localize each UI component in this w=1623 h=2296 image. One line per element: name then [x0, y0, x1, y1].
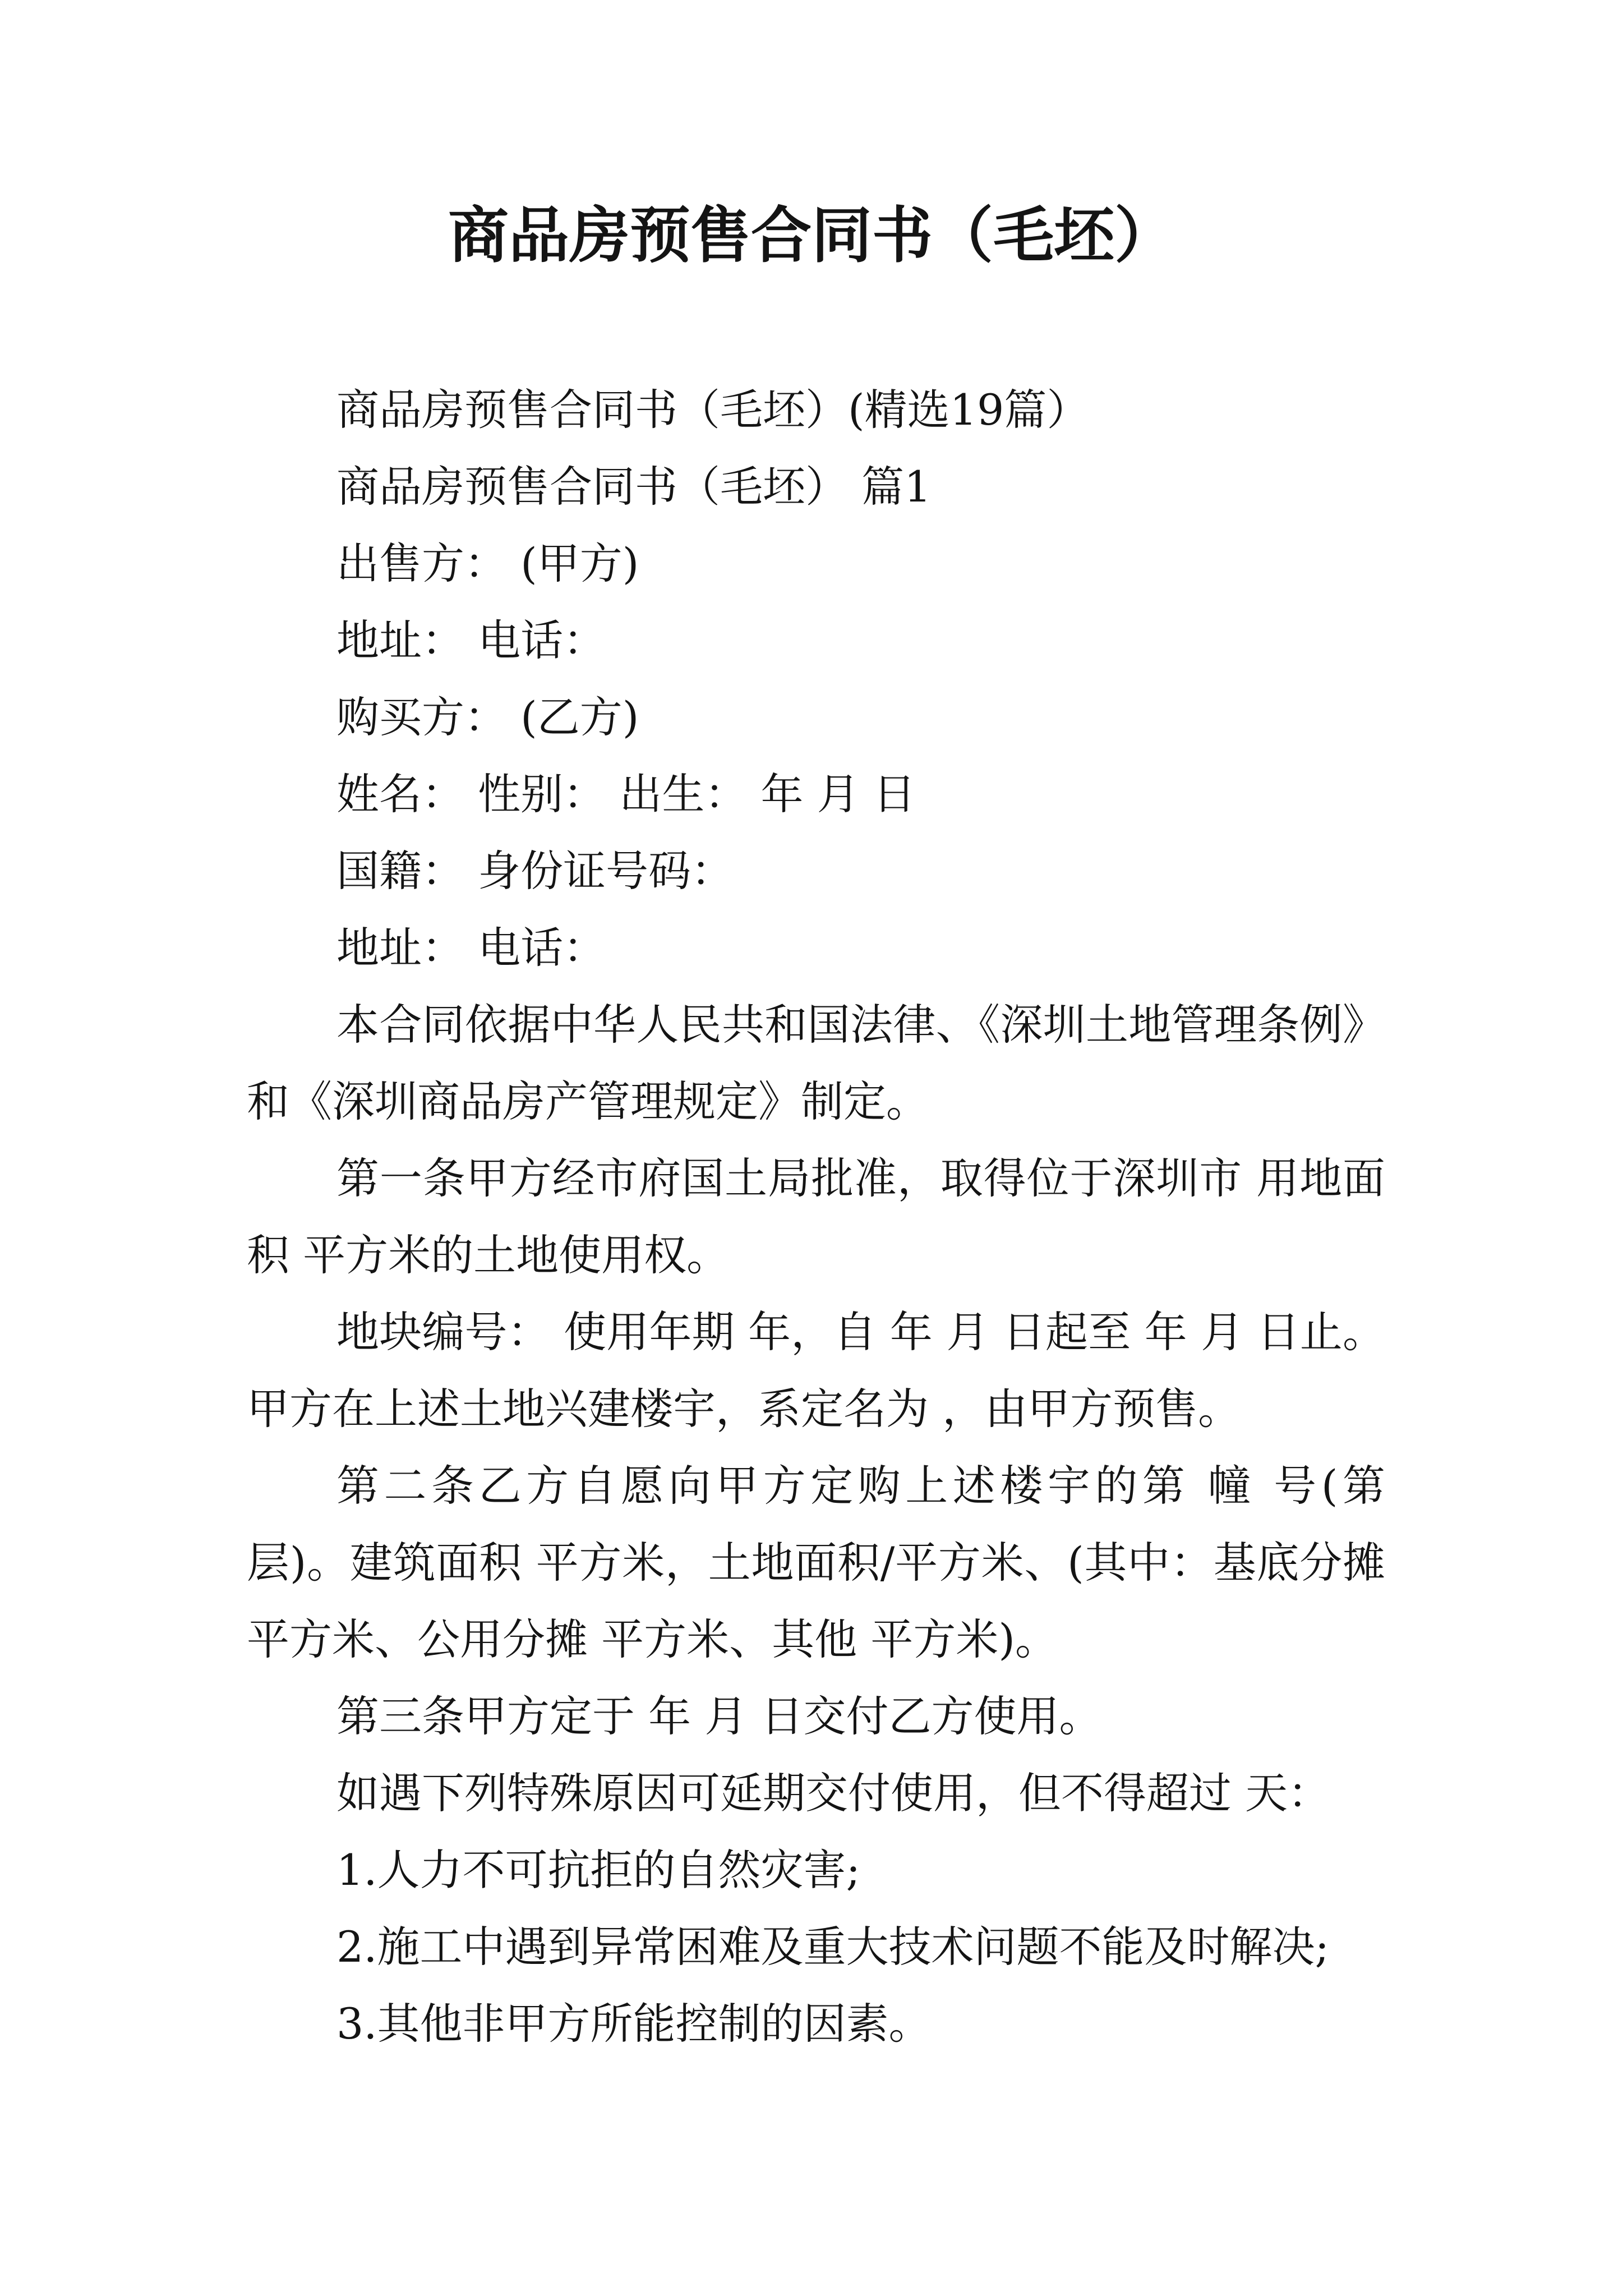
paragraph-list-item-2: 2.施工中遇到异常困难及重大技术问题不能及时解决;	[336, 1922, 1330, 1972]
paragraph-buyer-address: 地址： 电话：	[336, 923, 606, 973]
document-title: 商品房预售合同书（毛坯）	[448, 200, 1175, 271]
paragraph-buyer: 购买方： (乙方)	[336, 692, 639, 742]
paragraph-list-item-3: 3.其他非甲方所能控制的因素。	[336, 1999, 932, 2049]
paragraph-article-3: 第三条甲方定于 年 月 日交付乙方使用。	[336, 1691, 1102, 1741]
paragraph-article-2: 第二条乙方自愿向甲方定购上述楼宇的第 幢 号(第 层)。建筑面积 平方米，土地面积/平方米、(其中：基底分摊 平方米、公用分摊 平方米、其他 平方米)。	[247, 1461, 1385, 1664]
paragraph-delay-conditions: 如遇下列特殊原因可延期交付使用，但不得超过 天：	[336, 1768, 1331, 1818]
document-body	[247, 371, 1385, 2062]
paragraph-heading: 商品房预售合同书（毛坯）(精选19篇）	[336, 385, 1090, 435]
paragraph-seller: 出售方： (甲方)	[336, 539, 639, 588]
paragraph-seller-address: 地址： 电话：	[336, 615, 606, 665]
paragraph-article-1: 第一条甲方经市府国土局批准，取得位于深圳市 用地面积 平方米的土地使用权。	[247, 1153, 1385, 1280]
paragraph-buyer-name: 姓名： 性别： 出生： 年 月 日	[336, 769, 916, 819]
paragraph-list-item-1: 1.人力不可抗拒的自然灾害;	[336, 1845, 861, 1895]
paragraph-land-lot: 地块编号： 使用年期 年，自 年 月 日起至 年 月 日止。甲方在上述土地兴建楼宇，系定名为 ，由甲方预售。	[247, 1307, 1385, 1434]
paragraph-buyer-id: 国籍： 身份证号码：	[336, 846, 734, 896]
paragraph-legal-basis: 本合同依据中华人民共和国法律、《深圳土地管理条例》和《深圳商品房产管理规定》制定。	[247, 1000, 1385, 1126]
paragraph-section-title: 商品房预售合同书（毛坯） 篇1	[336, 462, 932, 512]
